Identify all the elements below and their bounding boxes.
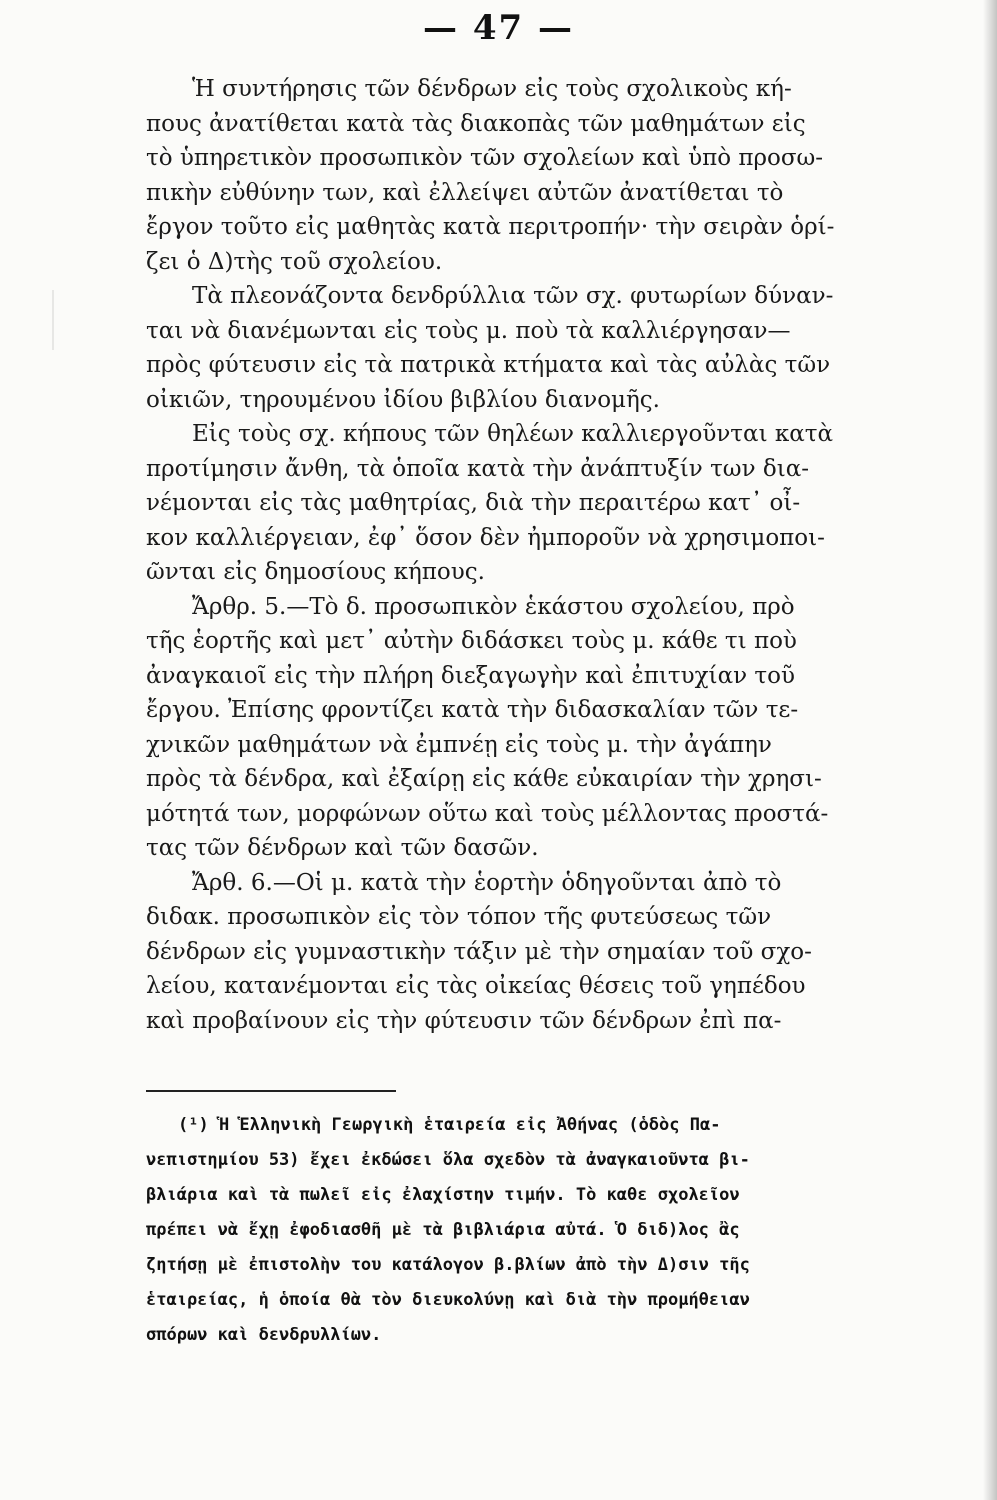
text-line: πους ἀνατίθεται κατὰ τὰς διακοπὰς τῶν μαθημάτων εἰς [146,110,806,137]
text-line: Εἰς τοὺς σχ. κήπους τῶν θηλέων καλλιεργοῦνται κατὰ [192,421,834,447]
text-line: ῶνται εἰς δημοσίους κήπους. [146,559,485,585]
footnote-line: ἑταιρείας, ἡ ὁποία θὰ τὸν διευκολύνῃ καὶ διὰ τὴν προμήθειαν [146,1290,750,1310]
text-line: Ἄρθ. 6.—Οἱ μ. κατὰ τὴν ἑορτὴν ὁδηγοῦνται ἀπὸ τὸ [192,869,782,896]
footnote-line: (¹) Ἡ Ἑλληνικὴ Γεωργικὴ ἑταιρεία εἰς Ἀθήνας (ὁδὸς Πα- [178,1115,721,1135]
text-line: τὸ ὑπηρετικὸν προσωπικὸν τῶν σχολείων καὶ ὑπὸ προσω- [146,145,824,171]
text-line: μότητά των, μορφώνων οὕτω καὶ τοὺς μέλλοντας προστά- [146,800,829,827]
footnote [146,1108,906,1353]
footnote-line: βλιάρια καὶ τὰ πωλεῖ εἰς ἐλαχίστην τιμήν. Τὸ καθε σχολεῖον [146,1185,740,1205]
text-line: ζει ὁ Δ)τὴς τοῦ σχολείου. [146,248,443,275]
page-number: — 47 — [423,8,574,48]
text-line: προτίμησιν ἄνθη, τὰ ὁποῖα κατὰ τὴν ἀνάπτυξίν των δια- [146,455,810,482]
body-text [146,72,906,1038]
text-line: ἔργον τοῦτο εἰς μαθητὰς κατὰ περιτροπήν· τὴν σειρὰν ὁρί- [146,214,835,240]
text-line: λείου, κατανέμονται εἰς τὰς οἰκείας θέσεις τοῦ γηπέδου [146,973,806,999]
text-line: Τὰ πλεονάζοντα δενδρύλλια τῶν σχ. φυτωρίων δύναν- [192,283,834,309]
text-line: πικὴν εὐθύνην των, καὶ ἐλλείψει αὐτῶν ἀνατίθεται τὸ [146,179,784,206]
text-line: ἔργου. Ἐπίσης φροντίζει κατὰ τὴν διδασκαλίαν τῶν τε- [146,697,799,723]
text-line: τῆς ἑορτῆς καὶ μετ᾽ αὐτὴν διδάσκει τοὺς μ. κάθε τι ποὺ [146,628,797,654]
text-line: ἀναγκαιοῖ εἰς τὴν πλήρη διεξαγωγὴν καὶ ἐπιτυχίαν τοῦ [146,662,795,689]
text-line: χνικῶν μαθημάτων νὰ ἐμπνέῃ εἰς τοὺς μ. τὴν ἀγάπην [146,731,772,758]
text-line: δένδρων εἰς γυμναστικὴν τάξιν μὲ τὴν σημαίαν τοῦ σχο- [146,938,812,965]
footnote-line: νεπιστημίου 53) ἔχει ἐκδώσει ὅλα σχεδὸν τὰ ἀναγκαιοῦντα βι- [146,1150,750,1170]
text-line: Ἄρθρ. 5.—Τὸ δ. προσωπικὸν ἑκάστου σχολείου, πρὸ [192,593,795,620]
text-line: διδακ. προσωπικὸν εἰς τὸν τόπον τῆς φυτεύσεως τῶν [146,904,772,930]
text-line: πρὸς φύτευσιν εἰς τὰ πατρικὰ κτήματα καὶ τὰς αὐλὰς τῶν [146,352,831,378]
text-line: Ἡ συντήρησις τῶν δένδρων εἰς τοὺς σχολικοὺς κή- [192,76,792,102]
text-line: κον καλλιέργειαν, ἐφ᾽ ὅσον δὲν ἠμποροῦν νὰ χρησιμοποι- [146,524,825,551]
scan-mark [52,290,54,350]
text-line: οἰκιῶν, τηρουμένου ἰδίου βιβλίου διανομῆς. [146,386,660,413]
text-line: καὶ προβαίνουν εἰς τὴν φύτευσιν τῶν δένδρων ἐπὶ πα- [146,1007,782,1034]
text-line: νέμονται εἰς τὰς μαθητρίας, διὰ τὴν περαιτέρω κατ᾽ οἶ- [146,490,801,516]
footnote-line: ζητήσῃ μὲ ἐπιστολὴν του κατάλογον β.βλίων ἀπὸ τὴν Δ)σιν τῆς [146,1255,750,1275]
footnote-line: πρέπει νὰ ἔχῃ ἐφοδιασθῆ μὲ τὰ βιβλιάρια αὐτά. Ὁ διδ)λος ἂς [146,1220,740,1240]
footnote-line: σπόρων καὶ δενδρυλλίων. [146,1325,382,1345]
text-line: τας τῶν δένδρων καὶ τῶν δασῶν. [146,835,539,861]
footnote-rule [146,1090,396,1092]
text-line: πρὸς τὰ δένδρα, καὶ ἐξαίρῃ εἰς κάθε εὐκαιρίαν τὴν χρησι- [146,766,822,792]
page-edge-shadow [983,0,997,1500]
text-line: ται νὰ διανέμωνται εἰς τοὺς μ. ποὺ τὰ καλλιέργησαν— [146,317,791,344]
